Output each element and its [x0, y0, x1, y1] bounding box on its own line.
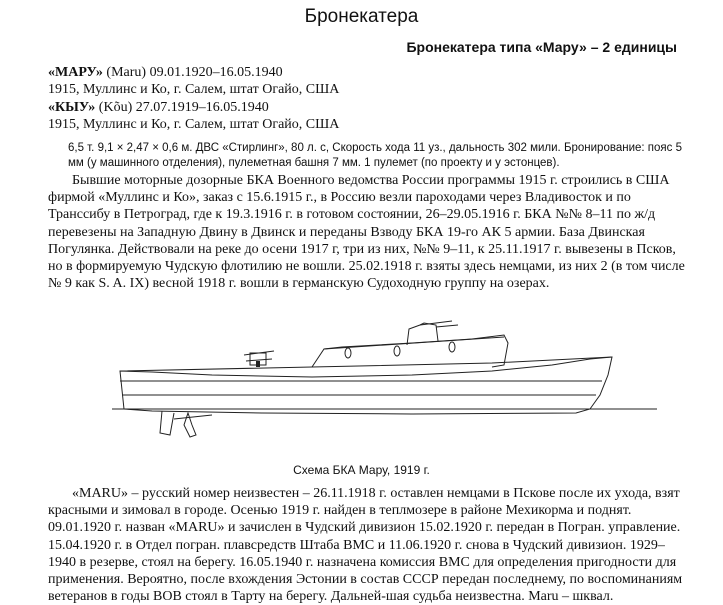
boat-dates: 09.01.1920–16.05.1940	[149, 65, 283, 80]
boat-builder: 1915, Муллинс и Ко, г. Салем, штат Огайо, США	[48, 117, 340, 132]
history-paragraph: «MARU» – русский номер неизвестен – 26.11.1918 г. оставлен немцами в Пскове после их ухода, взят красными и зимовал в городе. Осенью 1919 г. найден в теплмозере в районе Мехикорма и поднят. 09.01.1920 г. назван «MARU» и зачислен в Чудский дивизион 15.02.1920 г. передан в Погран. управление. 15.04.1920 г. в Отдел погран. плавсредств Штаба ВМС и 11.06.1920 г. снова в Чудский дивизион. 1929–1940 в резерве, стоял на берегу. 16.05.1940 г. назначена комиссия ВМС для определения пригодности для применения. Вероятно, после вхождения Эстонии в состав СССР передан последнему, по воспоминаниям ветеранов в годы ВОВ стоял в Тарту на берегу. Дальней-шая судьба неизвестна. Maru – шквал.	[48, 486, 683, 605]
specifications: 6,5 т. 9,1 × 2,47 × 0,6 м. ДВС «Стирлинг», 80 л. с, Скорость хода 11 уз., дальность 302 мили. Бронирование: пояс 5 мм (у машинного отделения), пулеметная башня 7 мм. 1 пулемет (по проекту и у эстонцев).	[68, 142, 682, 169]
boat-builder: 1915, Муллинс и Ко, г. Салем, штат Огайо, США	[48, 82, 340, 97]
boat-heading	[48, 64, 339, 81]
boat-entry-kou	[48, 99, 339, 133]
figure-caption: Схема БКА Мару, 1919 г.	[293, 463, 430, 477]
page-title: Бронекатера	[304, 6, 419, 27]
section-title: Бронекатера типа «Мару» – 2 единицы	[406, 39, 677, 55]
boat-schematic	[112, 295, 657, 455]
boat-latin-name: (Kõu)	[98, 100, 133, 115]
boat-dates: 27.07.1919–16.05.1940	[135, 100, 269, 115]
boat-name: «КЫУ»	[48, 100, 96, 115]
porthole	[449, 342, 455, 352]
boat-heading	[48, 99, 339, 116]
armored-cabin	[312, 335, 508, 367]
porthole	[394, 346, 400, 356]
porthole	[345, 348, 351, 358]
boat-entry-maru	[48, 64, 339, 98]
boat-latin-name: (Maru)	[106, 65, 147, 80]
rudder	[160, 411, 174, 435]
boat-name: «МАРУ»	[48, 65, 103, 80]
intro-paragraph: Бывшие моторные дозорные БКА Военного ведомства России программы 1915 г. строились в США фирмой «Муллинс и Ко», заказ с 15.6.1915 г., в Россию везли пароходами через Владивосток и по Транссибу в Петроград, где к 19.3.1916 г. в готовом состоянии, 26–29.05.1916 г. БКА №№ 8–11 по ж/д перевезены на Западную Двину в Двинск и переданы Взводу БКА 19-го АК 5 армии. База Двинская Погулянка. Действовали на реке до осени 1917 г, три из них, №№ 9–11, к 25.11.1917 г. вывезены в Псков, но в формируемую Чудскую флотилию не вошли. 25.02.1918 г. взяты здесь немцами, из них 2 (в том числе № 9 как S. A. IX) весной 1918 г. вошли в германскую Судоходную группу на озерах.	[48, 173, 685, 292]
